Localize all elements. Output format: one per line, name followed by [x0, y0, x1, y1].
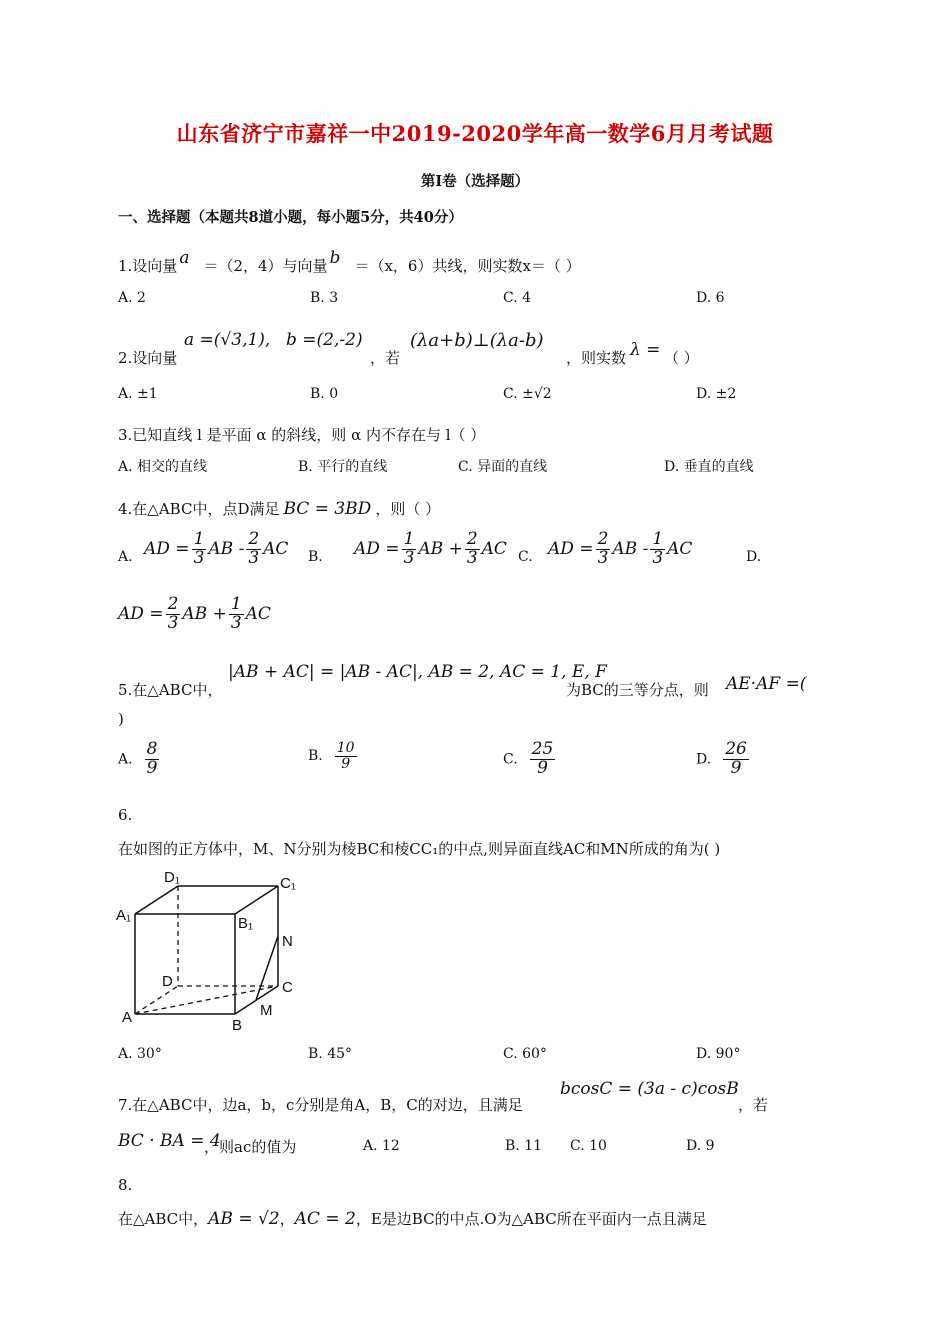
question-7-option-b: B. 11	[505, 1138, 543, 1154]
question-5-option-b: B. $\frac{10}{9}$	[308, 740, 355, 772]
question-2-stem-if: ，若	[370, 349, 401, 367]
cube-figure	[112, 868, 312, 1038]
question-7-option-d: D. 9	[686, 1138, 715, 1154]
question-5-option-a: A. $\frac{8}{9}$	[118, 739, 158, 778]
question-7-stem-if: ，若	[738, 1096, 769, 1114]
question-2-option-c: C. ±√2	[503, 386, 552, 402]
question-4-option-d-label: D.	[746, 549, 762, 565]
question-6-option-d: D. 90°	[696, 1046, 741, 1062]
question-3-option-a: A. 相交的直线	[118, 459, 208, 475]
question-1-option-b: B. 3	[310, 290, 339, 306]
question-1-stem: 1.设向量 a ＝（2，4）与向量 b ＝（x，6）共线，则实数x＝（ ）	[118, 248, 581, 275]
label-a: A	[122, 1009, 133, 1026]
edge-a1-d1	[135, 886, 178, 914]
question-1-option-a: A. 2	[118, 290, 146, 306]
edge-b1-c1	[235, 886, 278, 914]
section-heading: 一、选择题（本题共8道小题，每小题5分，共40分）	[118, 209, 463, 226]
question-4-option-d: AD = $\frac{2}{3}$ AB + $\frac{1}{3}$ AC	[118, 594, 271, 633]
question-4-option-b-label: B.	[308, 549, 323, 565]
question-7-dot-product: BC · BA = 4	[118, 1131, 221, 1151]
question-5-option-c: C. $\frac{25}{9}$	[503, 739, 554, 778]
label-c1: C₁	[280, 875, 296, 892]
question-5-stem-mid: 为BC的三等分点，则	[566, 681, 709, 699]
question-4-option-a: AD = $\frac{1}{3}$ AB - $\frac{2}{3}$ AC	[144, 529, 289, 568]
part-heading: 第Ⅰ卷（选择题）	[420, 173, 530, 190]
question-2-option-a: A. ±1	[118, 386, 158, 402]
question-4-option-b: AD = $\frac{1}{3}$ AB + $\frac{2}{3}$ AC	[354, 529, 507, 568]
question-2-stem-find: ，则实数	[566, 349, 627, 367]
question-5-option-d: D. $\frac{26}{9}$	[696, 739, 747, 778]
question-6-option-a: A. 30°	[118, 1046, 162, 1062]
question-5-condition: |AB + AC| = |AB - AC|, AB = 2, AC = 1, E, F	[228, 662, 607, 682]
question-2-option-d: D. ±2	[696, 386, 737, 402]
question-3-option-b: B. 平行的直线	[298, 459, 388, 475]
question-4-option-a-label: A.	[118, 549, 133, 565]
question-6-stem: 在如图的正方体中，M、N分别为棱BC和棱CC₁的中点,则异面直线AC和MN所成的角为( )	[118, 840, 721, 858]
question-2-vector-a: a =(√3,1),	[184, 330, 271, 350]
question-8-stem: 在△ABC中，AB = √2，AC = 2，E是边BC的中点.O为△ABC所在平面内一点且满足	[118, 1209, 707, 1229]
question-2-option-b: B. 0	[310, 386, 339, 402]
page-title: 山东省济宁市嘉祥一中2019-2020学年高一数学6月月考试题	[176, 121, 774, 146]
question-7-option-a: A. 12	[363, 1138, 400, 1154]
question-2-perp-condition: (λa+b)⊥(λa-b)	[410, 330, 544, 351]
label-c: C	[282, 979, 293, 996]
question-1-option-c: C. 4	[503, 290, 532, 306]
question-2-blank: （ ）	[664, 349, 699, 367]
question-4-stem: 4.在△ABC中，点D满足 BC = 3BD ，则（ ）	[118, 499, 441, 519]
question-4-option-c: AD = $\frac{2}{3}$ AB - $\frac{1}{3}$ AC	[548, 529, 693, 568]
label-d: D	[162, 973, 173, 990]
question-8-number: 8.	[118, 1176, 133, 1194]
question-6-number: 6.	[118, 806, 133, 824]
question-5-close-paren: )	[118, 710, 124, 728]
question-3-stem: 3.已知直线 l 是平面 α 的斜线，则 α 内不存在与 l（ ）	[118, 426, 486, 444]
question-2-stem-label: 2.设向量	[118, 349, 178, 367]
question-3-option-d: D. 垂直的直线	[664, 459, 754, 475]
question-1-option-d: D. 6	[696, 290, 725, 306]
label-d1: D₁	[164, 869, 180, 886]
question-2-lambda: λ =	[630, 340, 661, 360]
label-m: M	[260, 1002, 273, 1019]
question-5-product: AE·AF =(	[726, 674, 807, 694]
question-7-stem: 7.在△ABC中，边a，b，c分别是角A，B，C的对边，且满足	[118, 1096, 523, 1114]
label-a1: A₁	[116, 907, 132, 924]
question-2-vector-b: b =(2,-2)	[286, 330, 363, 350]
segment-m-n	[256, 936, 278, 1000]
question-6-option-b: B. 45°	[308, 1046, 353, 1062]
question-7-equation: bcosC = (3a - c)cosB	[560, 1079, 739, 1099]
question-3-option-c: C. 异面的直线	[458, 459, 548, 475]
question-7-option-c: C. 10	[570, 1138, 607, 1154]
label-n: N	[282, 933, 293, 950]
label-b: B	[232, 1017, 243, 1034]
question-5-stem-label: 5.在△ABC中，	[118, 681, 223, 699]
label-b1: B₁	[238, 915, 254, 932]
question-6-option-c: C. 60°	[503, 1046, 547, 1062]
question-4-option-c-label: C.	[518, 549, 533, 565]
question-7-stem-find: ，则ac的值为	[204, 1138, 297, 1156]
